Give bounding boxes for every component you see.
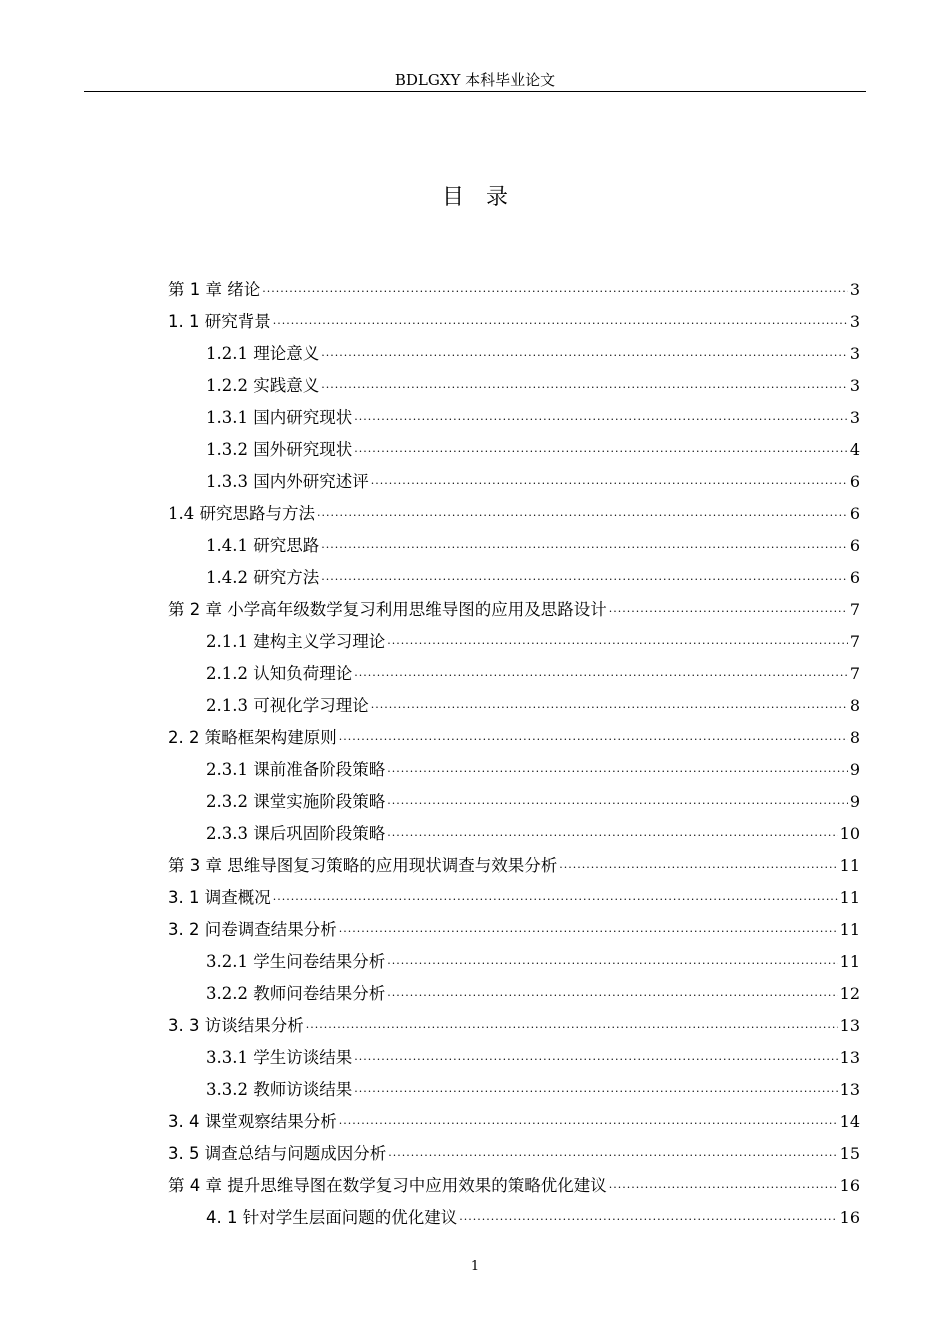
toc-entry-label: 第 2 章 小学高年级数学复习利用思维导图的应用及思路设计	[168, 600, 607, 619]
toc-leader-dots	[321, 340, 848, 372]
toc-entry-label: 1.3.1 国内研究现状	[206, 408, 353, 427]
toc-entry[interactable]	[168, 1074, 860, 1106]
toc-entry-label: 3.2.2 教师问卷结果分析	[206, 984, 386, 1003]
toc-leader-dots	[387, 628, 848, 660]
toc-entry-label: 1.2.2 实践意义	[206, 376, 320, 395]
toc-entry-page: 15	[839, 1144, 860, 1163]
toc-entry-page: 6	[849, 568, 860, 587]
toc-leader-dots	[354, 404, 848, 436]
toc-leader-dots	[371, 468, 848, 500]
toc-entry[interactable]	[168, 658, 860, 690]
toc-entry-page: 6	[849, 472, 860, 491]
toc-entry-label: 2.3.1 课前准备阶段策略	[206, 760, 386, 779]
toc-entry[interactable]	[168, 1042, 860, 1074]
toc-entry-label: 3. 4 课堂观察结果分析	[168, 1112, 337, 1131]
toc-entry-page: 11	[839, 888, 860, 907]
toc-entry-label: 3.2.1 学生问卷结果分析	[206, 952, 386, 971]
toc-entry-label: 第 4 章 提升思维导图在数学复习中应用效果的策略优化建议	[168, 1176, 607, 1195]
toc-entry-label: 2.1.3 可视化学习理论	[206, 696, 369, 715]
toc-leader-dots	[559, 852, 837, 884]
toc-entry[interactable]	[168, 498, 860, 530]
toc-entry-label: 1.3.3 国内外研究述评	[206, 472, 369, 491]
toc-leader-dots	[317, 500, 848, 532]
toc-entry[interactable]	[168, 562, 860, 594]
toc-entry-page: 11	[839, 920, 860, 939]
toc-entry-page: 16	[839, 1176, 860, 1195]
toc-title: 目录	[441, 185, 530, 210]
toc-entry[interactable]	[168, 274, 860, 306]
toc-entry-label: 1.3.2 国外研究现状	[206, 440, 353, 459]
toc-entry-label: 3. 1 调查概况	[168, 888, 271, 907]
toc-leader-dots	[609, 1172, 838, 1204]
toc-entry-page: 13	[839, 1080, 860, 1099]
header-rule	[84, 91, 866, 92]
toc-entry-page: 8	[849, 728, 860, 747]
toc-entry-page: 11	[839, 952, 860, 971]
toc-entry-page: 4	[849, 440, 860, 459]
toc-entry[interactable]	[168, 530, 860, 562]
toc-leader-dots	[339, 724, 848, 756]
toc-entry-page: 10	[839, 824, 860, 843]
toc-entry-page: 16	[839, 1208, 860, 1227]
toc-entry-page: 13	[839, 1048, 860, 1067]
toc-entry-page: 6	[849, 504, 860, 523]
toc-entry-page: 14	[839, 1112, 860, 1131]
toc-entry[interactable]	[168, 594, 860, 626]
toc-leader-dots	[388, 1140, 837, 1172]
toc-entry[interactable]	[168, 850, 860, 882]
toc-entry-page: 7	[849, 600, 860, 619]
toc-leader-dots	[371, 692, 848, 724]
toc-leader-dots	[387, 756, 848, 788]
toc-entry-label: 1.4.1 研究思路	[206, 536, 320, 555]
toc-entry[interactable]	[168, 946, 860, 978]
toc-leader-dots	[387, 788, 848, 820]
toc-entry[interactable]	[168, 786, 860, 818]
toc-entry-label: 3. 3 访谈结果分析	[168, 1016, 304, 1035]
toc-entry[interactable]	[168, 690, 860, 722]
toc-entry[interactable]	[168, 882, 860, 914]
toc-entry[interactable]	[168, 402, 860, 434]
toc-entry[interactable]	[168, 1010, 860, 1042]
toc-leader-dots	[354, 1076, 837, 1108]
toc-entry-label: 2.1.2 认知负荷理论	[206, 664, 353, 683]
running-header: BDLGXY 本科毕业论文	[394, 71, 556, 89]
toc-entry[interactable]	[168, 466, 860, 498]
toc-entry-label: 1. 1 研究背景	[168, 312, 271, 331]
toc-entry[interactable]	[168, 1170, 860, 1202]
toc-entry-label: 3.3.1 学生访谈结果	[206, 1048, 353, 1067]
page-number: 1	[470, 1259, 480, 1274]
toc-leader-dots	[273, 884, 838, 916]
toc-entry[interactable]	[168, 722, 860, 754]
toc-entry-label: 2. 2 策略框架构建原则	[168, 728, 337, 747]
toc-entry-page: 6	[849, 536, 860, 555]
toc-entry[interactable]	[168, 626, 860, 658]
toc-leader-dots	[273, 308, 848, 340]
toc-entry-label: 3. 5 调查总结与问题成因分析	[168, 1144, 387, 1163]
toc-entry-page: 12	[839, 984, 860, 1003]
toc-entry-label: 3. 2 问卷调查结果分析	[168, 920, 337, 939]
toc-entry-label: 1.2.1 理论意义	[206, 344, 320, 363]
toc-leader-dots	[354, 660, 848, 692]
toc-leader-dots	[321, 372, 848, 404]
toc-entry-page: 3	[849, 280, 860, 299]
toc-entry-page: 7	[849, 632, 860, 651]
toc-entry[interactable]	[168, 370, 860, 402]
toc-entry[interactable]	[168, 978, 860, 1010]
toc-entry-page: 3	[849, 408, 860, 427]
toc-entry[interactable]	[168, 338, 860, 370]
toc-entry-page: 7	[849, 664, 860, 683]
toc-leader-dots	[354, 1044, 837, 1076]
toc-leader-dots	[321, 532, 848, 564]
toc-entry[interactable]	[168, 754, 860, 786]
toc-leader-dots	[387, 820, 837, 852]
toc-entry-page: 8	[849, 696, 860, 715]
toc-entry-label: 1.4.2 研究方法	[206, 568, 320, 587]
toc-entry[interactable]	[168, 434, 860, 466]
table-of-contents	[168, 274, 860, 1234]
toc-entry-label: 1.4 研究思路与方法	[168, 504, 315, 523]
toc-entry-page: 13	[839, 1016, 860, 1035]
toc-entry-page: 3	[849, 344, 860, 363]
toc-entry-page: 3	[849, 312, 860, 331]
toc-entry-label: 3.3.2 教师访谈结果	[206, 1080, 353, 1099]
toc-entry-page: 9	[849, 760, 860, 779]
toc-entry[interactable]	[168, 914, 860, 946]
toc-entry-label: 第 3 章 思维导图复习策略的应用现状调查与效果分析	[168, 856, 558, 875]
toc-leader-dots	[387, 948, 837, 980]
toc-entry[interactable]	[168, 1106, 860, 1138]
toc-leader-dots	[339, 1108, 838, 1140]
toc-entry[interactable]	[168, 306, 860, 338]
toc-entry-page: 11	[839, 856, 860, 875]
toc-entry-label: 2.1.1 建构主义学习理论	[206, 632, 386, 651]
toc-leader-dots	[387, 980, 837, 1012]
toc-entry-label: 4. 1 针对学生层面问题的优化建议	[206, 1208, 458, 1227]
toc-leader-dots	[339, 916, 838, 948]
toc-leader-dots	[354, 436, 848, 468]
toc-entry-page: 9	[849, 792, 860, 811]
toc-leader-dots	[262, 276, 848, 308]
toc-entry[interactable]	[168, 1138, 860, 1170]
toc-leader-dots	[306, 1012, 838, 1044]
toc-entry-page: 3	[849, 376, 860, 395]
toc-entry-label: 2.3.2 课堂实施阶段策略	[206, 792, 386, 811]
toc-leader-dots	[321, 564, 848, 596]
toc-entry-label: 第 1 章 绪论	[168, 280, 261, 299]
toc-leader-dots	[609, 596, 848, 628]
toc-entry-label: 2.3.3 课后巩固阶段策略	[206, 824, 386, 843]
toc-entry[interactable]	[168, 1202, 860, 1234]
toc-entry[interactable]	[168, 818, 860, 850]
toc-leader-dots	[459, 1204, 837, 1236]
